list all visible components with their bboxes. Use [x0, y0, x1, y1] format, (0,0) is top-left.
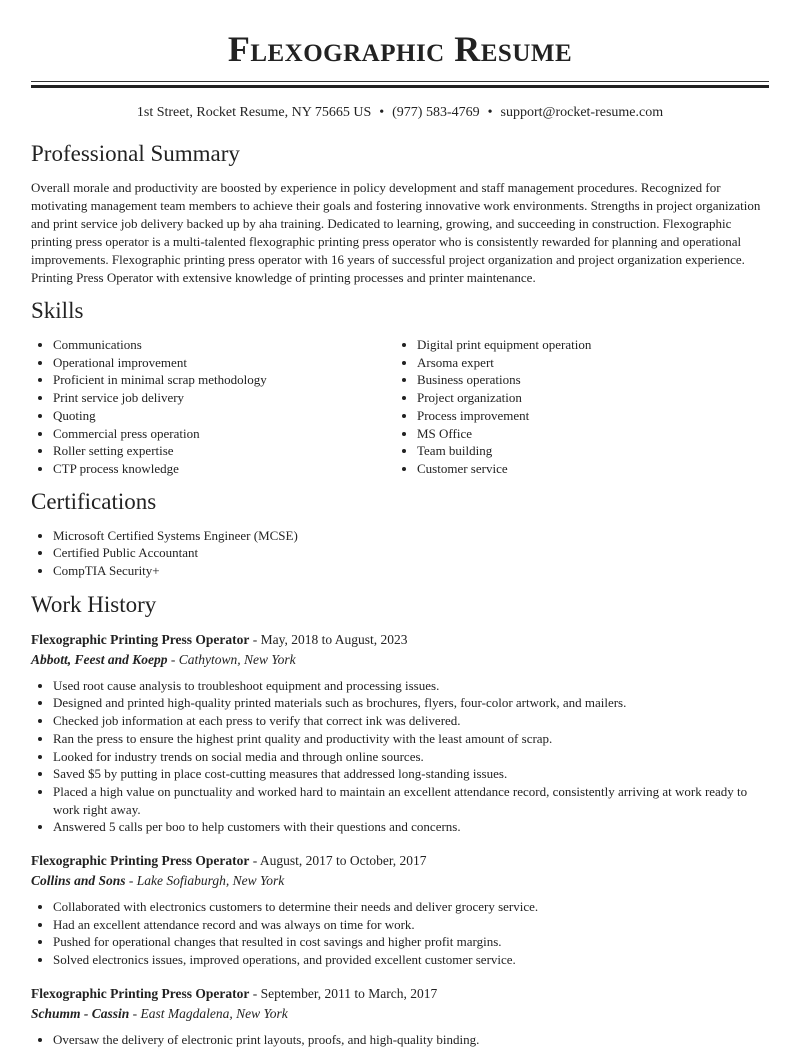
- title-divider-thick: [31, 85, 769, 88]
- job-bullet: • Oversaw the delivery of electronic print layouts, proofs, and high-quality binding.: [53, 1031, 769, 1049]
- job-bullet: • Answered 5 calls per boo to help customers with their questions and concerns.: [53, 818, 769, 836]
- job-location: - Cathytown, New York: [167, 651, 296, 667]
- skill-item: • Proficient in minimal scrap methodology: [53, 371, 395, 389]
- skills-list-left: [31, 336, 395, 478]
- job-bullet: • Collaborated with electronics customers to determine their needs and deliver grocery service.: [53, 898, 769, 916]
- contact-address: 1st Street, Rocket Resume, NY 75665 US: [136, 105, 372, 120]
- certification-item: • CompTIA Security+: [53, 562, 769, 580]
- job-entry: [31, 851, 769, 969]
- skill-item: • Digital print equipment operation: [417, 336, 759, 354]
- job-company-line: [31, 1004, 769, 1024]
- job-company-line: [31, 871, 769, 891]
- skill-item: • Process improvement: [417, 407, 759, 425]
- job-title: Flexographic Printing Press Operator: [31, 853, 250, 869]
- job-title: Flexographic Printing Press Operator: [31, 985, 250, 1001]
- skills-list-right: [395, 336, 759, 478]
- job-bullets: [31, 898, 769, 969]
- skill-item: • Operational improvement: [53, 354, 395, 372]
- resume-title: Flexographic Resume: [227, 29, 573, 69]
- skills-grid: [31, 336, 769, 478]
- job-dates: - September, 2011 to March, 2017: [249, 985, 438, 1001]
- skill-item: • Project organization: [417, 389, 759, 407]
- skill-item: • Commercial press operation: [53, 425, 395, 443]
- skills-heading: Skills: [31, 298, 84, 323]
- skill-item: • Customer service: [417, 460, 759, 478]
- job-bullet: • Pushed for operational changes that resulted in cost savings and higher profit margins.: [53, 933, 769, 951]
- skill-item: • Communications: [53, 336, 395, 354]
- summary-text: Overall morale and productivity are boosted by experience in policy development and staff management procedures. Recognized for motivating management team members to achieve their goals and fostering innovative work environments. Strengths in project organization and print service job delivery backed up by aha training. Dedicated to learning, growing, and succeeding in construction. Flexographic printing press operator is a multi-talented flexographic printing press operator who is consistently rewarded for planning and operational improvements. Flexographic printing press operator with 16 years of successful project organization and project organization experience. Printing Press Operator with extensive knowledge of printing processes and printer maintenance.: [31, 180, 761, 285]
- contact-line: [31, 104, 769, 122]
- job-company-line: [31, 650, 769, 670]
- job-bullet: • Solved electronics issues, improved operations, and provided excellent customer service.: [53, 951, 769, 969]
- skill-item: • Team building: [417, 442, 759, 460]
- job-title-line: [31, 630, 769, 650]
- job-dates: - August, 2017 to October, 2017: [249, 853, 427, 869]
- job-bullet: • Ran the press to ensure the highest print quality and productivity with the least amount of scrap.: [53, 730, 769, 748]
- job-entry: [31, 984, 769, 1049]
- job-title-line: [31, 851, 769, 871]
- job-company: Schumm - Cassin: [31, 1005, 130, 1021]
- contact-separator: •: [487, 105, 493, 120]
- job-bullets: [31, 677, 769, 836]
- contact-email: support@rocket-resume.com: [500, 105, 664, 120]
- certification-item: • Certified Public Accountant: [53, 544, 769, 562]
- certification-item: • Microsoft Certified Systems Engineer (MCSE): [53, 527, 769, 545]
- job-company: Abbott, Feest and Koepp: [31, 651, 168, 667]
- skill-item: • CTP process knowledge: [53, 460, 395, 478]
- title-divider-thin: [31, 81, 769, 82]
- job-title: Flexographic Printing Press Operator: [31, 631, 250, 647]
- job-title-line: [31, 984, 769, 1004]
- skill-item: • Print service job delivery: [53, 389, 395, 407]
- skill-item: • Roller setting expertise: [53, 442, 395, 460]
- job-bullet: • Saved $5 by putting in place cost-cutting measures that addressed long-standing issues.: [53, 765, 769, 783]
- job-bullets: [31, 1031, 769, 1049]
- skill-item: • Business operations: [417, 371, 759, 389]
- work-history-heading: Work History: [31, 591, 157, 617]
- job-bullet: • Checked job information at each press to verify that correct ink was delivered.: [53, 712, 769, 730]
- job-location: - East Magdalena, New York: [129, 1005, 288, 1021]
- job-bullet: • Used root cause analysis to troubleshoot equipment and processing issues.: [53, 677, 769, 695]
- job-location: - Lake Sofiaburgh, New York: [125, 873, 285, 889]
- job-company: Collins and Sons: [31, 873, 126, 889]
- job-bullet: • Had an excellent attendance record and was always on time for work.: [53, 916, 769, 934]
- contact-separator: •: [379, 105, 385, 120]
- job-entry: [31, 630, 769, 836]
- job-bullet: • Designed and printed high-quality printed materials such as brochures, flyers, four-color artwork, and mailers.: [53, 694, 769, 712]
- certifications-heading: Certifications: [31, 488, 157, 514]
- skill-item: • Quoting: [53, 407, 395, 425]
- job-bullet: • Looked for industry trends on social media and through online sources.: [53, 748, 769, 766]
- skill-item: • MS Office: [417, 425, 759, 443]
- job-bullet: • Placed a high value on punctuality and worked hard to maintain an excellent attendance record, consistently arriving at work ready to work right away.: [53, 783, 769, 818]
- job-dates: - May, 2018 to August, 2023: [249, 631, 408, 647]
- certifications-list: [31, 527, 769, 580]
- skill-item: • Arsoma expert: [417, 354, 759, 372]
- summary-heading: Professional Summary: [31, 141, 240, 166]
- contact-phone: (977) 583-4769: [392, 105, 480, 120]
